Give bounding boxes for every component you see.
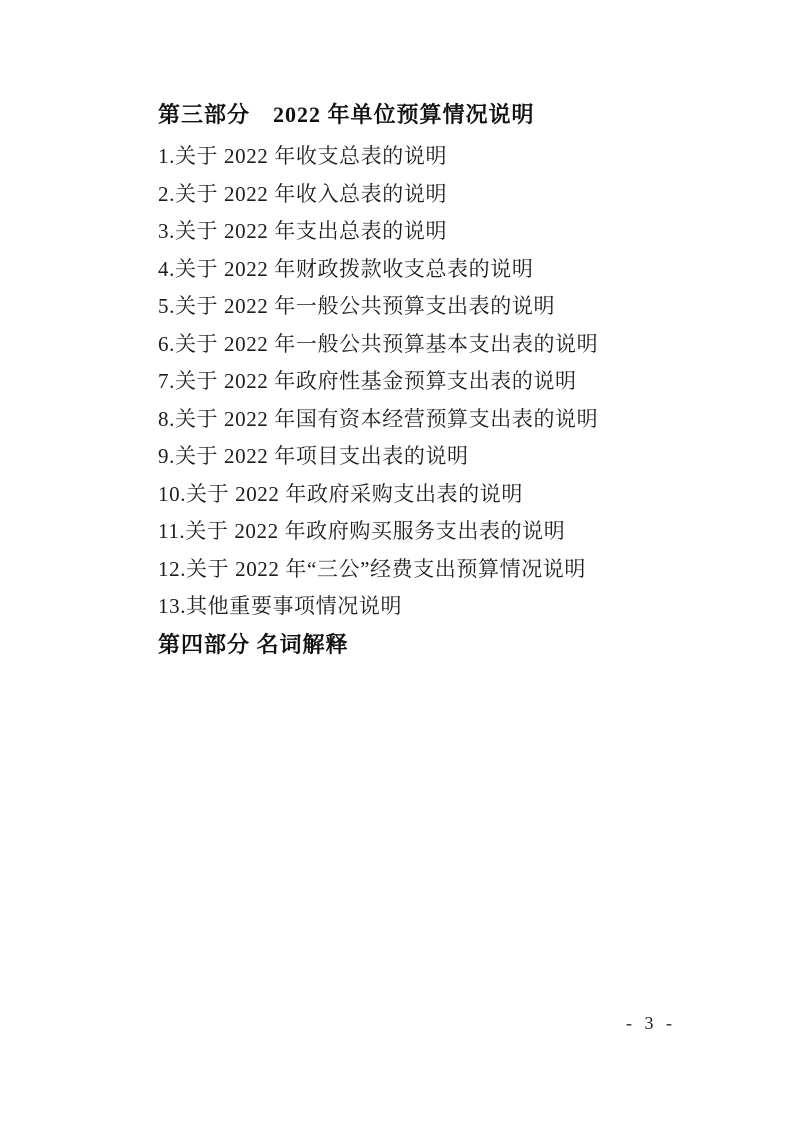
toc-item-1: 1.关于 2022 年收支总表的说明 [158,144,448,168]
toc-item-11: 11.关于 2022 年政府购买服务支出表的说明 [158,519,566,543]
section3-heading: 第三部分 2022 年单位预算情况说明 [158,102,535,127]
toc-item-2: 2.关于 2022 年收入总表的说明 [158,181,448,206]
toc-item-8: 8.关于 2022 年国有资本经营预算支出表的说明 [158,406,599,431]
section4-heading: 第四部分 名词解释 [158,631,349,657]
toc-item-9: 9.关于 2022 年项目支出表的说明 [158,444,469,468]
toc-item-10: 10.关于 2022 年政府采购支出表的说明 [158,481,523,506]
toc-item-3: 3.关于 2022 年支出总表的说明 [158,219,448,243]
toc-item-4: 4.关于 2022 年财政拨款收支总表的说明 [158,256,534,281]
page-number: - 3 - [626,1013,673,1033]
toc-item-7: 7.关于 2022 年政府性基金预算支出表的说明 [158,369,577,393]
toc-item-12: 12.关于 2022 年“三公”经费支出预算情况说明 [158,556,586,581]
toc-item-6: 6.关于 2022 年一般公共预算基本支出表的说明 [158,331,599,356]
table-of-contents [158,96,718,664]
toc-item-13: 13.其他重要事项情况说明 [158,594,403,618]
toc-item-5: 5.关于 2022 年一般公共预算支出表的说明 [158,294,556,318]
